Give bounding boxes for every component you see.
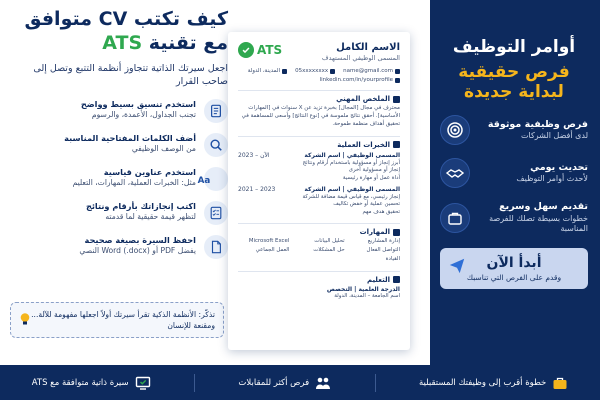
graduation-icon <box>393 276 400 283</box>
tip-title: أضف الكلمات المفتاحية المناسبة <box>64 133 196 144</box>
cta-sub: وقدم على الفرص التي تناسبك <box>466 273 562 283</box>
tip-title: استخدم عناوين قياسية <box>103 167 196 178</box>
job-point: أبرز إنجاز أو مسؤولية باستخدام أرقام ونتائج <box>302 159 400 166</box>
text-format-icon <box>197 167 228 191</box>
benefits-bar <box>0 365 600 400</box>
job-entry <box>238 186 400 217</box>
job-point: تحقيق هدف مهم <box>362 208 400 215</box>
panel-subtitle-1: فرص حقيقية <box>458 61 570 82</box>
panel-title: أوامر التوظيف <box>452 37 576 57</box>
tip-desc: يفضل PDF أو Word (.docx) النصي <box>79 246 196 256</box>
tips-list <box>8 99 228 259</box>
magnifier-icon <box>204 133 228 157</box>
document-icon <box>204 99 228 123</box>
skill-item: العمل الجماعي <box>255 247 290 254</box>
skill-item: حل المشكلات <box>313 247 345 254</box>
start-now-button[interactable] <box>440 248 588 289</box>
tip-title: استخدم تنسيق بسيط وواضح <box>80 99 196 110</box>
location-icon <box>282 69 287 74</box>
phone-icon <box>330 69 335 74</box>
reminder-note <box>10 302 224 338</box>
svg-text:Aa: Aa <box>197 175 211 186</box>
feature-desc: لدى أفضل الشركات <box>520 131 588 141</box>
tip-item <box>8 201 228 225</box>
tip-item <box>8 235 228 259</box>
bag-icon <box>440 203 470 233</box>
feature-item <box>440 201 588 234</box>
skill-item: تحليل البيانات <box>314 238 345 245</box>
skills-icon <box>393 229 400 236</box>
intro-text: اجعل سيرتك الذاتية تتجاوز أنظمة التتبع وتصل إلى صاحب القرار <box>33 62 228 88</box>
benefit-label: فرص أكثر للمقابلات <box>238 377 310 388</box>
reminder-text: تذكّر: الأنظمة الذكية تقرأ سيرتك أولاً اجعلها مفهومة للآلة... ومقنعة للإنسان <box>31 310 215 330</box>
cta-label: أبدأ الآن <box>486 255 542 272</box>
job-role: المسمى الوظيفي | اسم الشركة <box>304 151 400 159</box>
tip-title: احفظ السيرة بصيغة صحيحة <box>84 235 196 246</box>
job-point: تحسين عملية أو خفض تكاليف <box>333 201 400 208</box>
feature-item <box>440 115 588 145</box>
contact-email <box>343 68 400 74</box>
linkedin-icon <box>395 78 400 83</box>
cv-summary <box>238 90 400 129</box>
job-point: أداة عمل أو مهارة رئيسية <box>342 175 400 182</box>
lightbulb-icon <box>17 311 33 327</box>
contact-text: المدينة، الدولة <box>247 68 281 74</box>
contact-phone <box>295 68 335 74</box>
cv-role: المسمى الوظيفي المستهدف <box>321 54 400 62</box>
skill-item: القيادة <box>385 255 400 262</box>
contact-text: linkedin.com/in/yourprofile <box>319 77 393 83</box>
summary-text: محترف في مجال [المجال] بخبرة تزيد عن X سنوات في [المهارات الأساسية]. أحقق نتائج ملموسة في [نوع النتائج] وأسعى للمساهمة في تحقيق أهداف منظمة طموحة. <box>241 105 400 127</box>
job-date: 2023 – الآن <box>238 151 270 159</box>
tip-desc: تجنب الجداول، الأعمدة، والرسوم <box>91 110 196 120</box>
skill-item: Microsoft Excel <box>248 238 290 245</box>
contact-linkedin <box>320 77 400 83</box>
section-title: المهارات <box>359 228 390 237</box>
cv-experience <box>238 136 400 216</box>
job-role: المسمى الوظيفي | اسم الشركة <box>304 185 400 193</box>
contact-text: name@gmail.com <box>343 68 393 74</box>
feature-title: تقديم سهل وسريع <box>499 201 588 213</box>
ats-label: ATS <box>257 43 283 57</box>
benefit-item <box>32 375 151 391</box>
check-icon <box>238 42 254 58</box>
panel-subtitle-2: لبداية جديدة <box>464 81 564 102</box>
tip-desc: لتظهر قيمة حقيقية لما قدمته <box>105 212 196 222</box>
tips-section <box>0 0 240 365</box>
briefcase-icon <box>552 375 568 391</box>
divider <box>375 374 376 392</box>
feature-item <box>440 158 588 188</box>
job-point: إنجاز رئيسي، مع قياس قيمة مضافة للشركة <box>302 193 400 200</box>
tip-desc: من الوصف الوظيفي <box>131 144 196 154</box>
benefit-label: سيرة ذاتية متوافقة مع ATS <box>31 377 129 388</box>
tip-item <box>8 99 228 123</box>
mail-icon <box>395 69 400 74</box>
title-prefix: مع تقنية <box>148 31 228 54</box>
job-entry <box>238 152 400 183</box>
tip-desc: مثل: الخبرات العملية، المهارات، التعليم <box>72 178 196 188</box>
feature-title: تحديث يومي <box>530 161 588 173</box>
edu-degree: الدرجة العلمية | التخصص <box>326 285 400 293</box>
skill-item: إدارة المشاريع <box>367 238 400 245</box>
tip-title: اكتب إنجازاتك بأرقام ونتائج <box>85 201 196 212</box>
jobs-panel <box>430 0 600 365</box>
benefit-item <box>419 375 568 391</box>
paper-plane-icon <box>448 256 466 274</box>
main-title-line2 <box>8 32 228 56</box>
handshake-icon <box>440 158 470 188</box>
checklist-icon <box>204 201 228 225</box>
divider <box>194 374 195 392</box>
section-title: التعليم <box>366 275 390 284</box>
section-title: الملخص المهني <box>336 95 390 103</box>
tip-item <box>8 167 228 191</box>
main-title: كيف تكتب CV متوافق <box>24 8 228 30</box>
section-title: الخبرات العملية <box>337 140 390 149</box>
skill-item: التواصل الفعال <box>366 247 400 254</box>
briefcase-icon <box>393 141 400 148</box>
person-icon <box>393 96 400 103</box>
feature-title: فرص وظيفية موثوقة <box>487 118 588 130</box>
title-ats: ATS <box>102 31 143 54</box>
cv-preview <box>228 32 410 350</box>
contact-text: 05xxxxxxxx <box>295 68 329 74</box>
benefit-label: خطوة أقرب إلى وظيفتك المستقبلية <box>418 377 547 388</box>
target-icon <box>440 115 470 145</box>
ats-badge <box>238 42 282 58</box>
cv-name: الاسم الكامل <box>336 42 400 53</box>
cv-contacts <box>238 68 400 83</box>
feature-desc: خطوات بسيطة تصلك للفرصة المناسبة <box>489 213 588 234</box>
job-date: 2021 – 2023 <box>238 185 276 193</box>
people-icon <box>315 375 331 391</box>
edu-school: اسم الجامعة – المدينة، الدولة <box>334 292 400 299</box>
tip-item <box>8 133 228 157</box>
file-icon <box>204 235 228 259</box>
benefit-item <box>238 375 331 391</box>
job-point: إنجاز أو مسؤولية أخرى <box>348 167 400 174</box>
cv-education <box>238 271 400 299</box>
contact-location <box>248 68 287 74</box>
feature-desc: لأحدث أوامر التوظيف <box>516 174 588 184</box>
monitor-icon <box>135 375 151 391</box>
cv-skills <box>238 223 400 263</box>
